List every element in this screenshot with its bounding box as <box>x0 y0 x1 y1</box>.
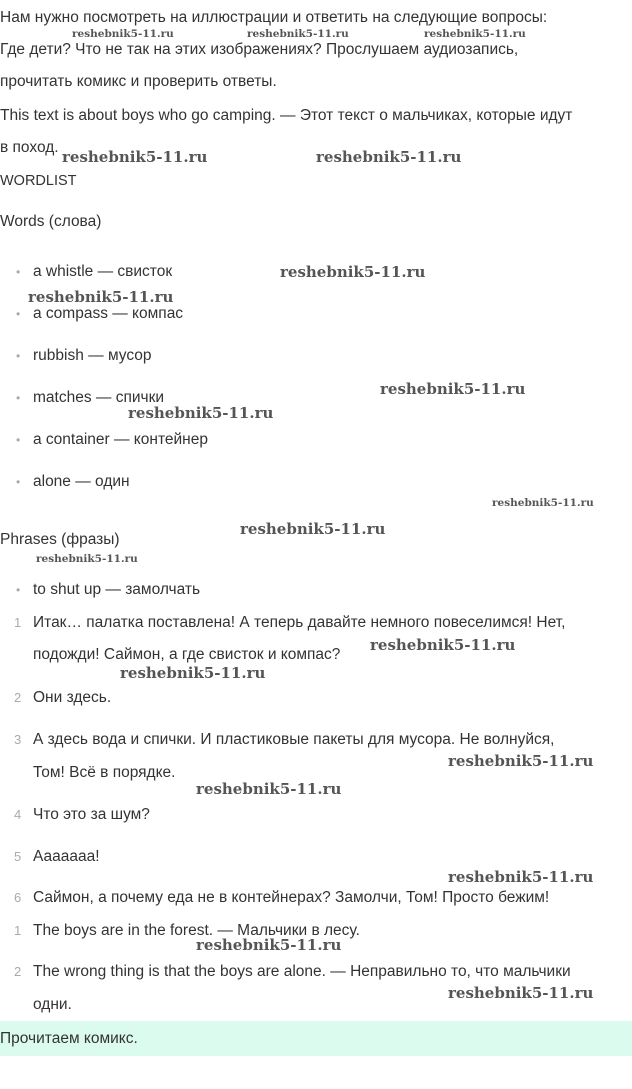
list-item-cont: Том! Всё в порядке. <box>33 764 176 781</box>
list-item: Ааааааа! <box>33 848 100 865</box>
words-heading: Words (слова) <box>0 213 102 230</box>
watermark: reshebnik5-11.ru <box>36 553 138 565</box>
list-item: Итак… палатка поставлена! А теперь давайте немного повеселимся! Нет, <box>33 614 566 631</box>
phrases-heading: Phrases (фразы) <box>0 531 120 548</box>
list-item: to shut up — замолчать <box>33 581 201 598</box>
item-number: 2 <box>14 964 22 979</box>
wordlist-heading: WORDLIST <box>0 173 77 189</box>
intro-line: Нам нужно посмотреть на иллюстрации и ответить на следующие вопросы: <box>0 9 548 26</box>
intro-line: Где дети? Что не так на этих изображениях? Прослушаем аудиозапись, <box>0 41 519 58</box>
list-item: rubbish — мусор <box>33 347 152 364</box>
watermark: reshebnik5-11.ru <box>424 28 526 40</box>
highlight-text: Прочитаем комикс. <box>0 1030 138 1047</box>
list-item: alone — один <box>33 473 130 490</box>
list-item-cont: одни. <box>33 996 72 1013</box>
watermark: reshebnik5-11.ru <box>72 28 174 40</box>
list-item-cont: подожди! Саймон, а где свисток и компас? <box>33 646 341 663</box>
bullet-icon: • <box>16 307 21 321</box>
item-number: 2 <box>14 690 22 705</box>
bullet-icon: • <box>16 349 21 363</box>
bullet-icon: • <box>16 583 21 597</box>
item-number: 4 <box>14 807 22 822</box>
watermark: reshebnik5-11.ru <box>196 936 342 954</box>
item-number: 5 <box>14 849 22 864</box>
list-item: The wrong thing is that the boys are alone. — Неправильно то, что мальчики <box>33 963 571 980</box>
list-item: matches — спички <box>33 389 165 406</box>
bullet-icon: • <box>16 475 21 489</box>
item-number: 1 <box>14 923 22 938</box>
watermark: reshebnik5-11.ru <box>28 288 174 306</box>
intro-line: в поход. <box>0 139 59 156</box>
item-number: 6 <box>14 890 22 905</box>
watermark: reshebnik5-11.ru <box>128 404 274 422</box>
list-item: The boys are in the forest. — Мальчики в лесу. <box>33 922 360 939</box>
bullet-icon: • <box>16 433 21 447</box>
intro-line: This text is about boys who go camping. — Этот текст о мальчиках, которые идут <box>0 107 573 124</box>
watermark: reshebnik5-11.ru <box>316 148 462 166</box>
list-item: Они здесь. <box>33 689 112 706</box>
item-number: 3 <box>14 732 22 747</box>
list-item: Что это за шум? <box>33 806 150 823</box>
watermark: reshebnik5-11.ru <box>240 520 386 538</box>
watermark: reshebnik5-11.ru <box>120 664 266 682</box>
watermark: reshebnik5-11.ru <box>247 28 349 40</box>
watermark: reshebnik5-11.ru <box>62 148 208 166</box>
watermark: reshebnik5-11.ru <box>196 780 342 798</box>
bullet-icon: • <box>16 265 21 279</box>
list-item: a container — контейнер <box>33 431 208 448</box>
watermark: reshebnik5-11.ru <box>492 497 594 509</box>
intro-line: прочитать комикс и проверить ответы. <box>0 73 277 90</box>
watermark: reshebnik5-11.ru <box>448 984 594 1002</box>
item-number: 1 <box>14 615 22 630</box>
bullet-icon: • <box>16 391 21 405</box>
list-item: a compass — компас <box>33 305 184 322</box>
watermark: reshebnik5-11.ru <box>448 752 594 770</box>
list-item: А здесь вода и спички. И пластиковые пакеты для мусора. Не волнуйся, <box>33 731 555 748</box>
list-item: a whistle — свисток <box>33 263 173 280</box>
watermark: reshebnik5-11.ru <box>380 380 526 398</box>
list-item: Саймон, а почему еда не в контейнерах? Замолчи, Том! Просто бежим! <box>33 889 550 906</box>
watermark: reshebnik5-11.ru <box>370 636 516 654</box>
watermark: reshebnik5-11.ru <box>280 263 426 281</box>
watermark: reshebnik5-11.ru <box>448 868 594 886</box>
